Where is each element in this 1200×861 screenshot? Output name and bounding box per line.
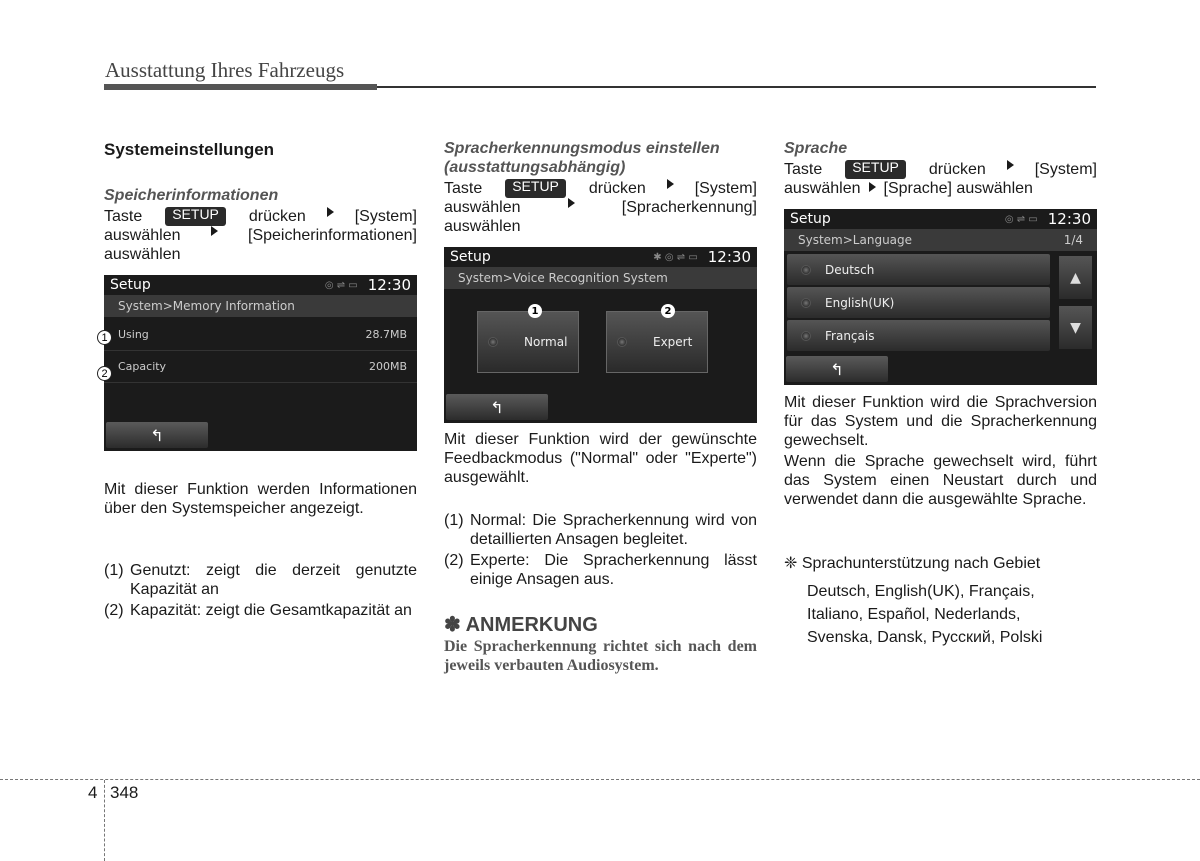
description-text-2: Wenn die Sprache gewechselt wird, führt das System einen Neustart durch und verwendet dann die ausgewählte Sprache. [784,453,1097,508]
setup-key-badge: SETUP [165,207,226,226]
arrow-right-icon [211,226,218,236]
callout-marker-2: 2 [97,366,112,381]
callout-marker-1: 1 [97,330,112,345]
section-heading: Systemeinstellungen [104,140,275,159]
callout-marker-1: 1 [528,304,542,318]
instruction-text: Taste SETUP drücken [System] auswählen [Sprache] auswählen [784,159,1097,197]
memory-capacity-row: Capacity 200MB [104,351,417,383]
description-text: Mit dieser Funktion wird die Sprachversion für das System und die Spracherkennung gewechselt. [784,394,1097,449]
back-button[interactable]: ↰ [786,356,888,382]
breadcrumb: System>Voice Recognition System [444,267,757,289]
item-list: (1) Normal: Die Spracherkennung wird von detaillierten Ansagen begleitet. (2) Experte: Die Spracherkennung lässt einige Ansagen aus. [444,512,757,588]
instruction-text: Taste SETUP drücken [System] auswählen [Speicherinformationen] auswählen [104,206,417,263]
callout-marker-2: 2 [661,304,675,318]
language-option-english[interactable]: English(UK) [787,287,1050,318]
page-header-title: Ausstattung Ihres Fahrzeugs [105,58,345,82]
subsection-heading: Speicherinformationen [104,187,279,204]
arrow-right-icon [667,179,674,189]
arrow-right-icon [568,198,575,208]
voice-recognition-screen: Setup ✱ ◎ ⇌ ▭ 12:30 System>Voice Recognition System Normal Expert 1 2 ↰ [444,247,757,423]
radio-indicator [801,265,811,275]
status-icons: ◎ ⇌ ▭ [1004,213,1038,225]
status-icons: ◎ ⇌ ▭ [324,279,358,291]
radio-indicator [801,298,811,308]
expert-mode-button[interactable]: Expert [606,311,708,373]
language-support-list: Deutsch, English(UK), Français, Italiano, Español, Nederlands, Svenska, Dansk, Русский, Polski [807,583,1043,646]
section-heading: Spracherkennungsmodus einstellen (ausstattungsabhängig) [444,140,720,176]
description-text: Mit dieser Funktion werden Informationen über den Systemspeicher angezeigt. [104,481,417,517]
setup-key-badge: SETUP [505,179,566,198]
language-screen: Setup ◎ ⇌ ▭ 12:30 System>Language 1/4 Deutsch English(UK) Français ▲ ▼ ↰ [784,209,1097,385]
scroll-down-button[interactable]: ▼ [1059,306,1092,349]
arrow-right-icon [1007,160,1014,170]
arrow-right-icon [869,182,876,192]
radio-indicator [801,331,811,341]
note-heading: ✽ ANMERKUNG [444,614,598,636]
memory-info-screen: Setup ◎ ⇌ ▭ 12:30 System>Memory Information Using 28.7MB Capacity 200MB ↰ [104,275,417,451]
breadcrumb: System>Memory Information [104,295,417,317]
section-number: 4 [88,783,98,802]
radio-indicator [488,337,498,347]
arrow-right-icon [327,207,334,217]
back-button[interactable]: ↰ [106,422,208,448]
description-text: Mit dieser Funktion wird der gewünschte Feedbackmodus ("Normal" oder "Experte") ausgewählt. [444,431,757,486]
footer-dashed-rule [0,779,1200,780]
status-icons: ✱ ◎ ⇌ ▭ [653,251,698,263]
footer-vertical-rule [104,780,105,861]
page-indicator: 1/4 [1063,233,1083,247]
note-body: Die Spracherkennung richtet sich nach dem jeweils verbauten Audiosystem. [444,638,757,674]
item-list: (1) Genutzt: zeigt die derzeit genutzte Kapazität an (2) Kapazität: zeigt die Gesamtkapazität an [104,562,417,619]
memory-using-row: Using 28.7MB [104,319,417,351]
language-support-heading: ❈ Sprachunterstützung nach Gebiet [784,555,1041,572]
language-option-francais[interactable]: Français [787,320,1050,351]
radio-indicator [617,337,627,347]
breadcrumb: System>Language 1/4 [784,229,1097,251]
section-heading: Sprache [784,140,848,157]
language-option-deutsch[interactable]: Deutsch [787,254,1050,285]
page-number: 348 [110,783,139,802]
setup-key-badge: SETUP [845,160,906,179]
instruction-text: Taste SETUP drücken [System] auswählen [Spracherkennung] auswählen [444,178,757,235]
normal-mode-button[interactable]: Normal [477,311,579,373]
header-rule-accent [104,84,377,90]
back-button[interactable]: ↰ [446,394,548,420]
scroll-up-button[interactable]: ▲ [1059,256,1092,299]
